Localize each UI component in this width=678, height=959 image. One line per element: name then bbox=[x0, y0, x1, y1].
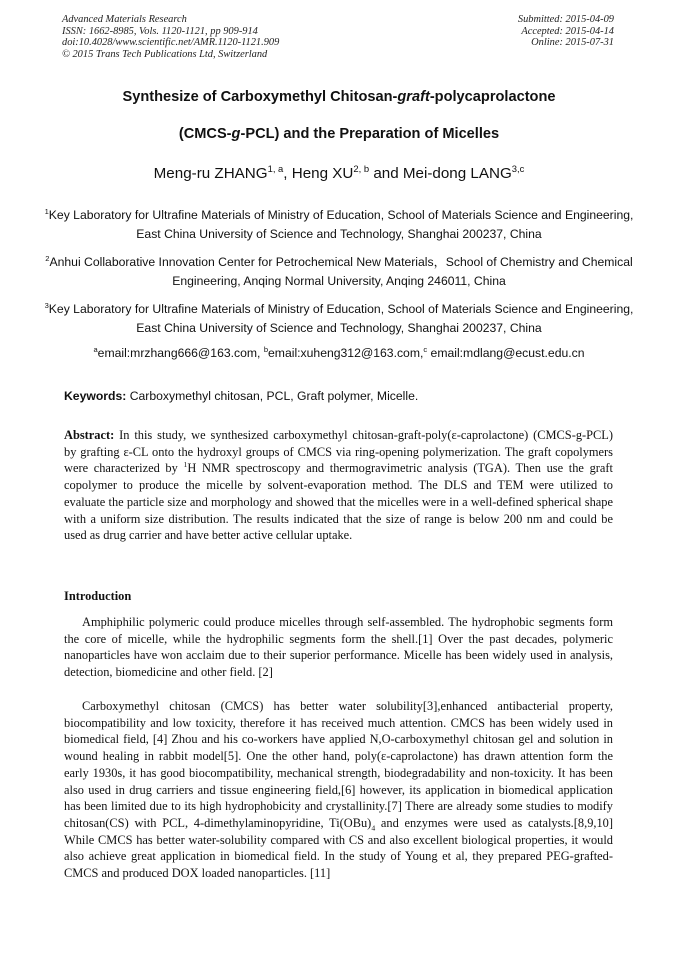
affiliation-1: $^1$Key Laboratory for Ultrafine Materials of Ministry of Education, School of Materials Science and Engineering, East China University of Science and Technology, Shanghai 200237, China bbox=[44, 206, 634, 241]
email-xu[interactable]: email:xuheng312@163.com, bbox=[268, 346, 424, 360]
intro-paragraph-1: Amphiphilic polymeric could produce micelles through self-assembled. The hydrophobic segments form the core of micelle, while the hydrophilic segments form the shell.[1] Over the past decades, polymeric nanoparticles have won acclaim due to their superior performance. Micelle has been widely used in analysis, detection, biomedicine and other field. [2] bbox=[64, 615, 613, 680]
author-lang: Mei-dong LANG bbox=[402, 165, 512, 182]
dates-header bbox=[518, 14, 614, 49]
email-lang[interactable]: email:mdlang@ecust.edu.cn bbox=[427, 346, 585, 360]
journal-header bbox=[62, 14, 279, 60]
submitted-date: Submitted: 2015-04-09 bbox=[517, 14, 614, 25]
accepted-date: Accepted: 2015-04-14 bbox=[521, 25, 614, 37]
author-xu: Heng XU bbox=[291, 165, 354, 182]
paper-title-line-2: (CMCS-g-PCL) and the Preparation of Micelles bbox=[178, 126, 500, 142]
email-zhang[interactable]: email:mrzhang666@163.com, bbox=[97, 346, 264, 360]
author-zhang: Meng-ru ZHANG bbox=[153, 165, 268, 182]
online-date: Online: 2015-07-31 bbox=[531, 37, 614, 49]
paper-title-line-1: Synthesize of Carboxymethyl Chitosan-graft-polycaprolactone bbox=[122, 89, 556, 105]
abstract: Abstract: In this study, we synthesized carboxymethyl chitosan-graft-poly(ε-caprolactone) (CMCS-g-PCL) by grafting ε-CL onto the hydroxyl groups of CMCS via ring-opening polymerization. The graft copolymers were characterized by $^1$H NMR spectroscopy and thermogravimetric analysis (TGA). Then use the graft copolymer to produce the micelle by solvent-evaporation method. The DLS and TEM were utilized to evaluate the particle size and morphology and showed that the micelles were in a well-defined spherical shape with a uniform size distribution. The results indicated that the size of range is below 200 nm and could be used as drug carrier and have better active cellular uptake. bbox=[64, 428, 613, 543]
affiliation-3: $^3$Key Laboratory for Ultrafine Materials of Ministry of Education, School of Materials Science and Engineering, East China University of Science and Technology, Shanghai 200237, China bbox=[44, 300, 634, 335]
intro-paragraph-2: Carboxymethyl chitosan (CMCS) has better water solubility[3],enhanced antibacterial property, biocompatibility and low toxicity, therefore it has received much attention. CMCS has been widely used in biomedical field, [4] Zhou and his co-workers have applied N,O-carboxymethyl chitosan gel and solution in wound healing in rabbit model[5]. One the other hand, poly(ε-caprolactone) has drawn attention form the early 1930s, it has good biocompatibility, mechanical strength, biodegradability and non-toxicity. It has been also used in drug carriers and tissue engineering field,[6] however, its application in biomedical application has been limited due to its high hydrophobicity and crystallinity.[7] There are already some studies to modify chitosan(CS) with PCL, 4-dimethylaminopyridine, $Ti(OBu)_4$ and enzymes were used as catalysts.[8,9,10] While CMCS has better water-solubility compared with CS and also excellent biological properties, it would also achieve great application in biomedical field. In the study of Young et al, they prepared PEG-grafted-CMCS and produced DOX loaded nanoparticles. [11] bbox=[64, 699, 613, 881]
keywords-label: Keywords: bbox=[64, 389, 127, 403]
affiliation-2: $^2$Anhui Collaborative Innovation Center for Petrochemical New Materials，School of Chemistry and Chemical Engineering, Anqing Normal University, Anqing 246011, China bbox=[45, 253, 633, 288]
keywords-text: Carboxymethyl chitosan, PCL, Graft polymer, Micelle. bbox=[126, 389, 419, 403]
keywords bbox=[64, 389, 418, 403]
section-heading-introduction: Introduction bbox=[64, 589, 132, 603]
doi-line[interactable]: doi:10.4028/www.scientific.net/AMR.1120-1121.909 bbox=[62, 37, 280, 49]
issn-line: ISSN: 1662-8985, Vols. 1120-1121, pp 909-914 bbox=[62, 25, 258, 37]
copyright-line: © 2015 Trans Tech Publications Ltd, Switzerland bbox=[62, 48, 268, 60]
journal-name: Advanced Materials Research bbox=[62, 14, 187, 25]
author-list: Meng-ru ZHANG$^{1, a}$, Heng XU$^{2, b}$ and Mei-dong LANG$^{3,c}$ bbox=[153, 162, 525, 182]
abstract-label: Abstract: bbox=[64, 428, 115, 442]
author-emails: $^a$email:mrzhang666@163.com, $^b$email:xuheng312@163.com,$^c$ email:mdlang@ecust.edu.cn bbox=[93, 344, 585, 360]
